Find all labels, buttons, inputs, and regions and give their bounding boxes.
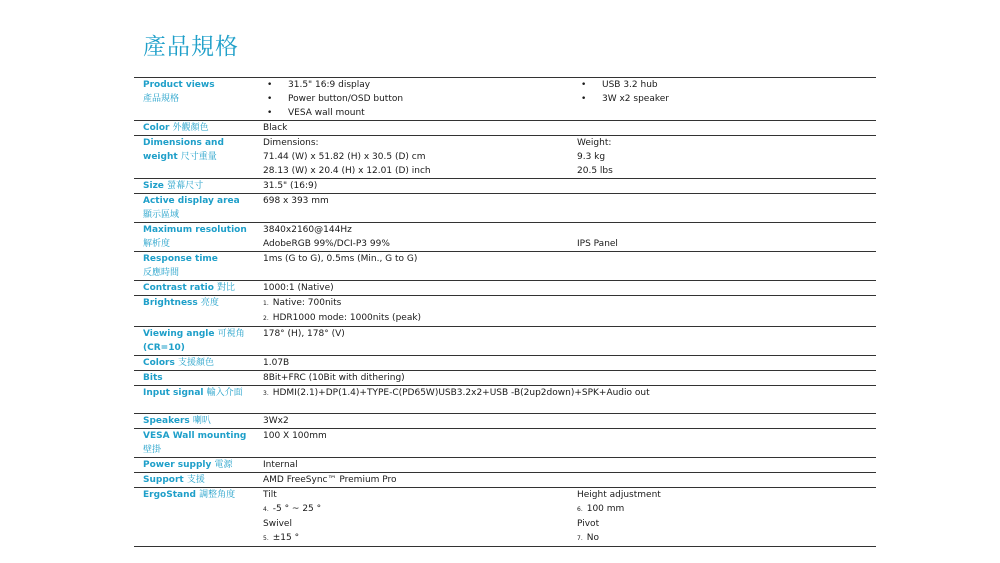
table-row: Response time 反應時間 1ms (G to G), 0.5ms (Min., G to G) bbox=[134, 252, 876, 281]
list-item: • USB 3.2 hub bbox=[577, 78, 876, 92]
list-item: • VESA wall mount bbox=[263, 106, 573, 120]
row-label: Product views 產品規格 bbox=[143, 80, 215, 104]
table-row: Dimensions and weight 尺寸重量 Dimensions: 71.44 (W) x 51.82 (H) x 30.5 (D) cm 28.13 (W) x 20.4 (H) x 12.01 (D) inch Weight: 9.3 kg 20.5 lbs bbox=[134, 136, 876, 179]
list-item: • 31.5" 16:9 display bbox=[263, 78, 573, 92]
table-row: Speakers 喇叭 3Wx2 bbox=[134, 414, 876, 429]
row-value bbox=[258, 78, 573, 121]
table-row: ErgoStand 調整角度 Tilt 4. -5 ° ~ 25 ° Swivel 5. ±15 ° Height adjustment 6. 100 mm Pivot 7. No bbox=[134, 488, 876, 547]
list-item: • 3W x2 speaker bbox=[577, 92, 876, 106]
table-row: Viewing angle 可視角 (CR=10) 178° (H), 178° (V) bbox=[134, 327, 876, 356]
list-item: • Power button/OSD button bbox=[263, 92, 573, 106]
table-row: Bits 8Bit+FRC (10Bit with dithering) bbox=[134, 371, 876, 386]
table-row bbox=[134, 78, 876, 121]
table-row: Color 外觀顏色 Black bbox=[134, 121, 876, 136]
page-title: 產品規格 bbox=[143, 34, 239, 60]
table-row: Support 支援 AMD FreeSync™ Premium Pro bbox=[134, 473, 876, 488]
table-row: Colors 支援顏色 1.07B bbox=[134, 356, 876, 371]
table-row: Size 螢幕尺寸 31.5" (16:9) bbox=[134, 179, 876, 194]
table-row: Power supply 電源 Internal bbox=[134, 458, 876, 473]
table-row: Maximum resolution 解析度 3840x2160@144Hz AdobeRGB 99%/DCI-P3 99% IPS Panel bbox=[134, 223, 876, 252]
row-value-2 bbox=[573, 78, 876, 121]
table-row: VESA Wall mounting 壁掛 100 X 100mm bbox=[134, 429, 876, 458]
table-row: Contrast ratio 對比 1000:1 (Native) bbox=[134, 281, 876, 296]
table-row: Brightness 亮度 1. Native: 700nits 2. HDR1000 mode: 1000nits (peak) bbox=[134, 296, 876, 327]
table-row: Input signal 輸入介面 3. HDMI(2.1)+DP(1.4)+TYPE-C(PD65W)USB3.2x2+USB -B(2up2down)+SPK+Audio out bbox=[134, 386, 876, 414]
table-row: Active display area 顯示區域 698 x 393 mm bbox=[134, 194, 876, 223]
spec-table bbox=[134, 77, 876, 547]
